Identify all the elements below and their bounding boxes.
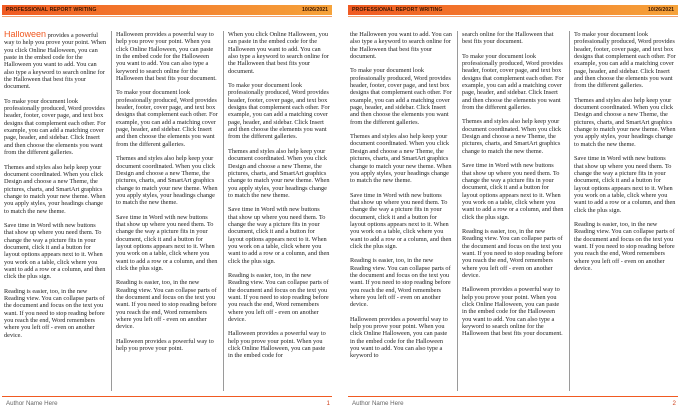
paragraph: To make your document look professionally produced, Word provides header, footer, cover page, and text box designs that complement each other. For example, you can add a matching cover page, header, and sidebar. Click Insert and then choose the elements you want from the different galleries. — [4, 97, 106, 157]
footer-author: Author Name Here — [352, 400, 404, 407]
paragraph: Save time in Word with new buttons that show up where you need them. To change the way a picture fits in your document, click it and a button for layout options appears next to it. When you work on a table, click where you want to add a row or a column, and then click the plus sign. — [350, 191, 452, 250]
footer-author: Author Name Here — [6, 400, 58, 407]
paragraph: search online for the Halloween that best fits your document. — [462, 31, 554, 46]
paragraph: Themes and styles also help keep your document coordinated. When you click Design and choose a new Theme, the pictures, charts, and SmartArt graphics change to match the new theme. — [462, 118, 562, 155]
footer-rule — [2, 396, 332, 397]
paragraph: Halloween provides a powerful way to help you prove your point. When you click Online Halloween, you can paste in the embed code for the Halloween you want to add. You can also type a keyword to search online for the Halloween that best fits your document. — [116, 31, 217, 83]
page-number: 1 — [326, 400, 330, 407]
paragraph: the Halloween you want to add. You can also type a keyword to search online for the Halloween that best fits your document. — [350, 31, 452, 61]
paragraph: Reading is easier, too, in the new Reading view. You can collapse parts of the document and focus on the text you want. If you need to stop reading before you reach the end, Word remembers where you left off - even on another device. — [574, 220, 675, 272]
paragraph: Reading is easier, too, in the new Reading view. You can collapse parts of the document and focus on the text you want. If you need to stop reading before you reach the end, Word remembers where you left off - even on another device. — [116, 279, 217, 331]
paragraph: Themes and styles also help keep your document coordinated. When you click Design and choose a new Theme, the pictures, charts, and SmartArt graphics change to match your new theme. When you apply styles, your headings change to match the new theme. — [4, 163, 106, 215]
header-bar — [348, 5, 678, 15]
paragraph: Halloween provides a powerful way to help you prove your point. When you click Online Halloween, you can paste in the embed code for the Halloween you want to add. You can also type a keyword to search online for the Halloween that best fits your document. — [4, 31, 106, 91]
document-page-1 — [0, 0, 334, 416]
column-divider — [223, 31, 224, 391]
header-date: 10/26/2021 — [302, 7, 328, 13]
text-column-1 — [4, 31, 106, 391]
paragraph: Reading is easier, too, in the new Reading view. You can collapse parts of the document and focus on the text you want. If you need to stop reading before you reach the end, Word remembers where you left off - even on another device. — [4, 287, 105, 339]
column-divider — [111, 31, 112, 391]
paragraph: Reading is easier, too, in the new Reading view. You can collapse parts of the document and focus on the text you want. If you need to stop reading before you reach the end, Word remembers where you left off - even on another device. — [228, 271, 329, 324]
dropcap-word: Halloween — [4, 31, 47, 39]
footer-rule — [348, 396, 678, 397]
paragraph: Halloween provides a powerful way to help you prove your point. When you click Online Halloween, you can paste in the embed code for — [228, 330, 326, 360]
header-title: PROFESSIONAL REPORT WRITING — [352, 7, 443, 13]
text-column-1 — [350, 31, 452, 391]
text-column-3 — [574, 31, 676, 391]
header-divider — [2, 16, 332, 17]
paragraph: Reading is easier, too, in the new Reading view. You can collapse parts of the document and focus on the text you want. If you need to stop reading before you reach the end, Word remembers where you left off - even on another device. — [350, 257, 451, 309]
paragraph: Save time in Word with new buttons that show up where you need them. To change the way a picture fits in your document, click it and a button for layout options appears next to it. When you work on a table, click where you want to add a row or a column, and then click the plus sign. — [462, 162, 564, 221]
paragraph: To make your document look professionally produced, Word provides header, footer, cover page, and text box designs that complement each other. For example, you can add a matching cover page, header, and sidebar. Click Insert and then choose the elements you want from the different galleries. — [574, 31, 676, 90]
text-column-3 — [228, 31, 330, 391]
paragraph: Reading is easier, too, in the new Reading view. You can collapse parts of the document and focus on the text you want. If you need to stop reading before you reach the end, Word remembers where you left off - even on another device. — [462, 227, 563, 279]
header-divider — [348, 16, 678, 17]
header-date: 10/26/2021 — [648, 7, 674, 13]
text-column-2 — [462, 31, 564, 391]
header-title: PROFESSIONAL REPORT WRITING — [6, 7, 97, 13]
paragraph: Themes and styles also help keep your document coordinated. When you click Design and choose a new Theme, the pictures, charts, and SmartArt graphics change to match your new theme. When you apply styles, your headings change to match the new theme. — [350, 133, 452, 185]
paragraph: Halloween provides a powerful way to help you prove your point. — [116, 337, 214, 353]
paragraph: Halloween provides a powerful way to help you prove your point. When you click Online Halloween, you can paste in the embed code for the Halloween you want to add. You can also type a keyword to — [350, 315, 448, 360]
paragraph: To make your document look professionally produced, Word provides header, footer, cover page, and text box designs that complement each other. For example, you can add a matching cover page, header, and sidebar. Click Insert and then choose the elements you want from the different galleries. — [462, 52, 564, 112]
page-gutter — [334, 0, 346, 416]
column-divider — [457, 31, 458, 391]
paragraph: To make your document look professionally produced, Word provides header, footer, cover page, and text box designs that complement each other. For example, you can add a matching cover page, header, and sidebar. Click Insert and then choose the elements you want from the different galleries. — [116, 89, 218, 148]
paragraph: To make your document look professionally produced, Word provides header, footer, cover page, and text box designs that complement each other. For example, you can add a matching cover page, header, and sidebar. Click Insert and then choose the elements you want from the different galleries. — [350, 67, 452, 126]
column-divider — [569, 31, 570, 391]
paragraph: Themes and styles also help keep your document coordinated. When you click Design and choose a new Theme, the pictures, charts, and SmartArt graphics change to match your new theme. When you apply styles, your headings change to match the new theme. — [228, 147, 330, 199]
document-page-2 — [346, 0, 680, 416]
paragraph: Save time in Word with new buttons that show up where you need them. To change the way a picture fits in your document, click it and a button for layout options appears next to it. When you work on a table, click where you want to add a row or a column, and then click the plus sign. — [116, 213, 218, 272]
paragraph: Save time in Word with new buttons that show up where you need them. To change the way a picture fits in your document, click it and a button for layout options appears next to it. When you work on a table, click where you want to add a row or a column, and then click the plus sign. — [228, 206, 330, 265]
paragraph: Themes and styles also help keep your document coordinated. When you click Design and choose a new Theme, the pictures, charts, and SmartArt graphics change to match your new theme. When you apply styles, your headings change to match the new theme. — [574, 96, 676, 148]
header-bar — [2, 5, 332, 15]
page-number: 2 — [672, 400, 676, 407]
paragraph: Save time in Word with new buttons that show up where you need them. To change the way a picture fits in your document, click it and a button for layout options appears next to it. When you work on a table, click where you want to add a row or a column, and then click the plus sign. — [4, 221, 106, 281]
text-column-2 — [116, 31, 218, 391]
paragraph: Halloween provides a powerful way to help you prove your point. When you click Online Halloween, you can paste in the embed code for the Halloween you want to add. You can also type a keyword to search online for the Halloween that best fits your document. — [462, 286, 563, 338]
paragraph: When you click Online Halloween, you can paste in the embed code for the Halloween you want to add. You can also type a keyword to search online for the Halloween that best fits your document. — [228, 31, 329, 75]
paragraph: Themes and styles also help keep your document coordinated. When you click Design and choose a new Theme, the pictures, charts, and SmartArt graphics change to match your new theme. When you apply styles, your headings change to match the new theme. — [116, 155, 218, 207]
paragraph: Save time in Word with new buttons that show up where you need them. To change the way a picture fits in your document, click it and a button for layout options appears next to it. When you work on a table, click where you want to add a row or a column, and then click the plus sign. — [574, 155, 676, 214]
paragraph: To make your document look professionally produced, Word provides header, footer, cover page, and text box designs that complement each other. For example, you can add a matching cover page, header, and sidebar. Click Insert and then choose the elements you want from the different galleries. — [228, 82, 330, 141]
